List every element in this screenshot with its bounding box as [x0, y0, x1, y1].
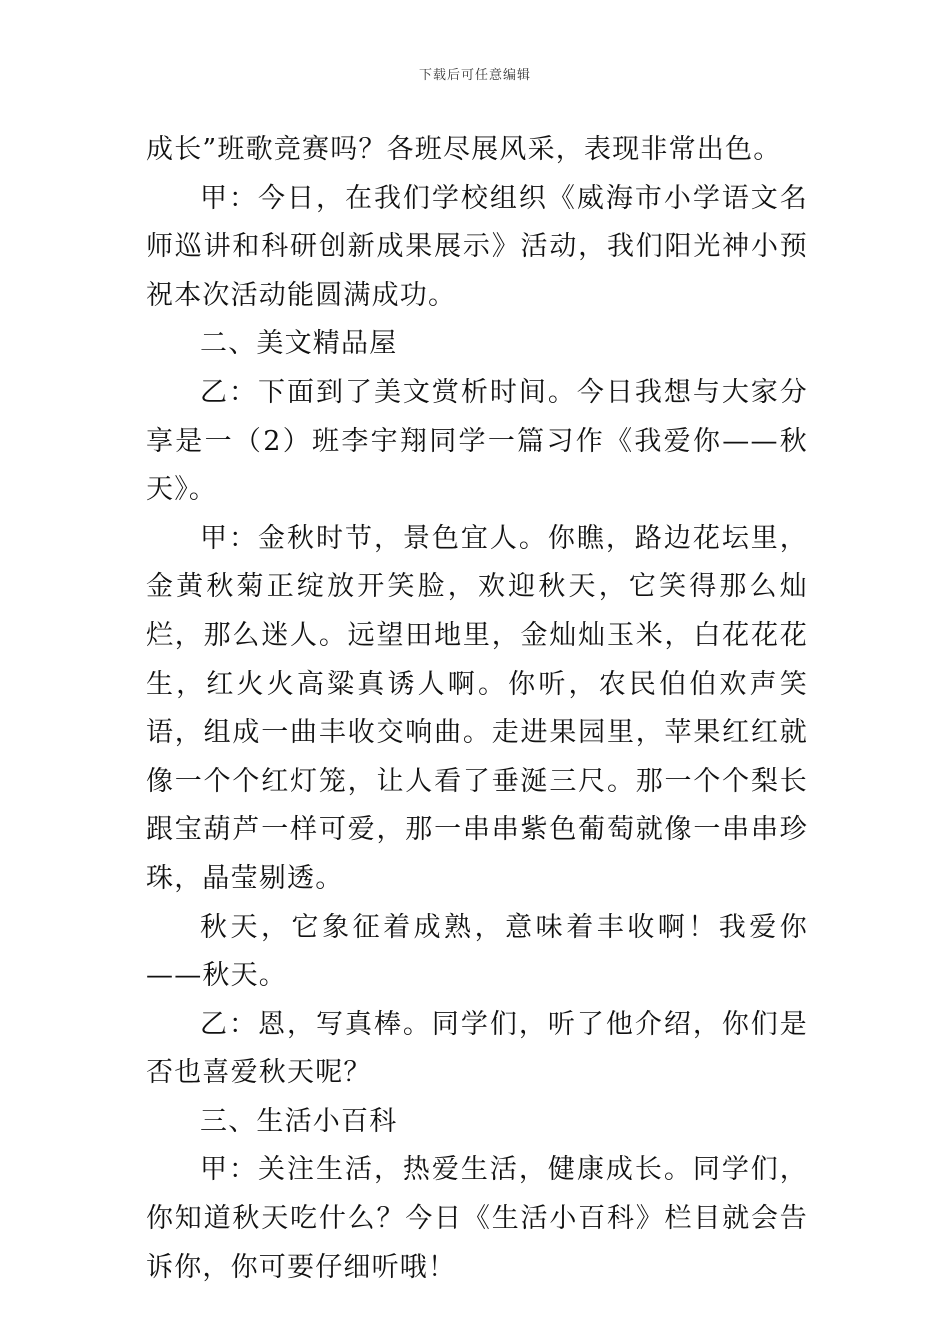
- section-heading: 二、美文精品屋: [200, 328, 398, 360]
- paragraph: 乙：下面到了美文赏析时间。今日我想与大家分享是一（2）班李宇翔同学一篇习作《我爱你——秋天》。: [146, 376, 808, 506]
- paragraph: 甲：关注生活，热爱生活，健康成长。同学们，你知道秋天吃什么？今日《生活小百科》栏目就会告诉你，你可要仔细听哦！: [146, 1154, 808, 1283]
- paragraph: 成长”班歌竞赛吗？各班尽展风采，表现非常出色。: [146, 134, 782, 165]
- page-header: 下载后可任意编辑: [418, 68, 531, 83]
- paragraph: 甲：今日，在我们学校组织《威海市小学语文名 师巡讲和科研创新成果展示》活动，我们阳光神小预祝本次活动能圆满成功。: [146, 182, 808, 311]
- paragraph: 甲：金秋时节，景色宜人。你瞧，路边花坛里，金黄秋菊正绽放开笑脸，欢迎秋天，它笑得那么灿烂，那么迷人。远望田地里，金灿灿玉米，白花花花生，红火火高粱真诱人啊。你听，农民伯伯欢声笑语，组成一曲丰收交响曲。走进果园里，苹果红红就像一个个红灯笼，让人看了垂涎三尺。那一个个梨长跟宝葫芦一样可爱，那一串串紫色葡萄就像一串串珍珠，晶莹剔透。: [146, 522, 808, 894]
- document-body: [146, 126, 808, 1292]
- paragraph: 秋天，它象征着成熟，意味着丰收啊！我爱你——秋天。: [146, 911, 808, 992]
- section-heading: 三、生活小百科: [200, 1105, 398, 1137]
- paragraph: 乙：恩，写真棒。同学们，听了他介绍，你们是否也喜爱秋天呢？: [146, 1008, 808, 1089]
